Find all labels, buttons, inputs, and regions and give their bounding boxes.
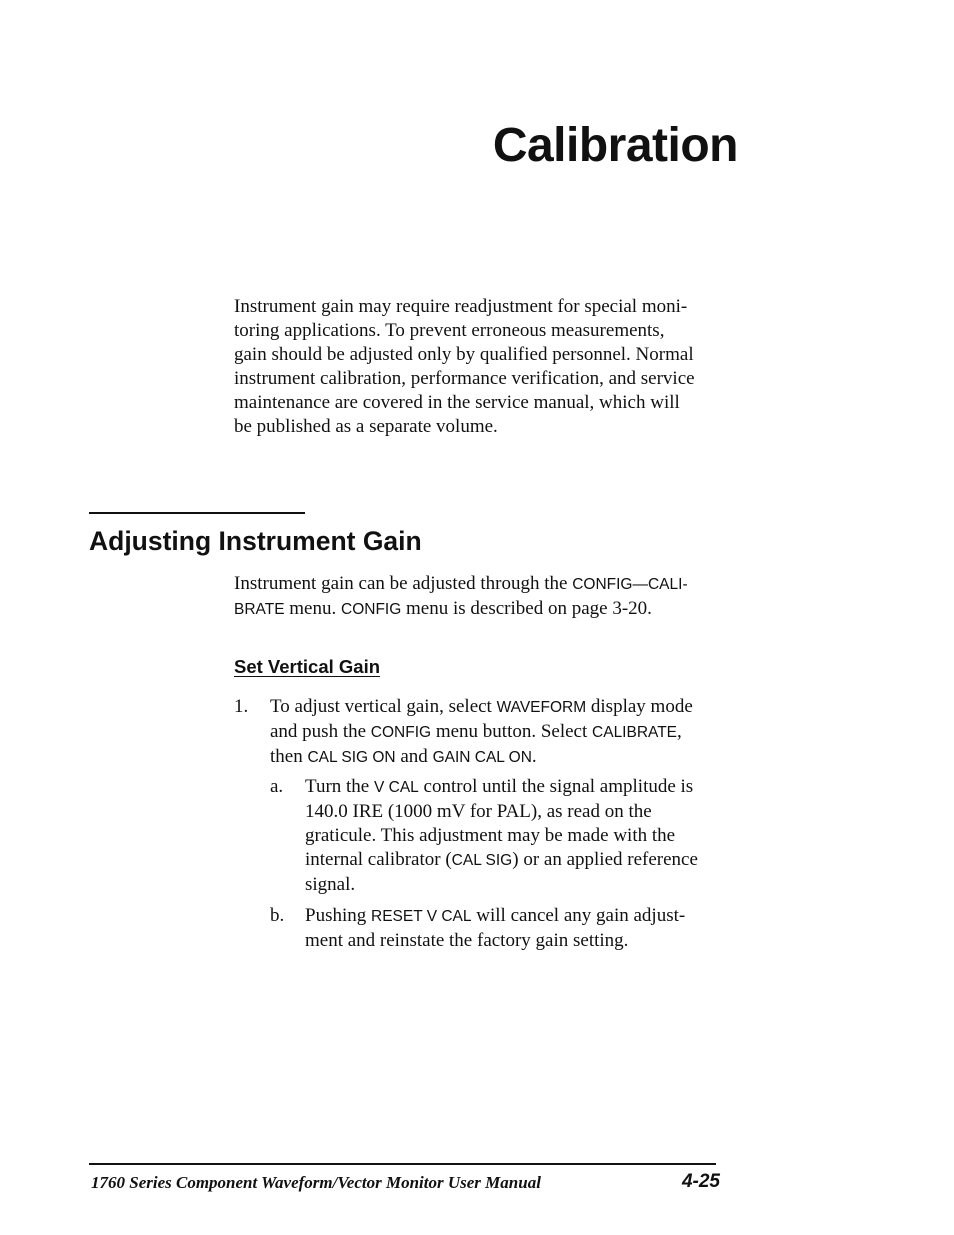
intro-line: maintenance are covered in the service manual, which will (234, 392, 680, 413)
substep-b-text (305, 904, 745, 953)
text: will cancel any gain adjust- (471, 905, 686, 926)
text: ) or an applied reference (512, 849, 698, 870)
section-intro-line (234, 572, 744, 597)
text: Instrument gain can be adjusted through the (234, 573, 573, 594)
footer-rule (89, 1163, 716, 1165)
menu-name: CONFIG (341, 601, 402, 618)
intro-line: be published as a separate volume. (234, 416, 498, 437)
intro-line: toring applications. To prevent erroneous measurements, (234, 320, 665, 341)
text: control until the signal amplitude is (418, 776, 694, 797)
substep-letter: b. (270, 905, 285, 926)
intro-paragraph (234, 295, 744, 439)
subheading: Set Vertical Gain (234, 656, 381, 677)
text: Turn the (305, 776, 374, 797)
step-line (305, 775, 745, 800)
text: and (395, 746, 433, 767)
text: menu button. Select (431, 721, 593, 742)
control-name: RESET V CAL (371, 908, 472, 925)
step-line: graticule. This adjustment may be made with the (305, 825, 676, 846)
menu-path: BRATE (234, 601, 285, 618)
section-intro-line (234, 597, 744, 622)
intro-line: instrument calibration, performance verification, and service (234, 368, 695, 389)
text: then (270, 746, 308, 767)
step-line (270, 720, 740, 745)
text: and push the (270, 721, 371, 742)
footer-manual-title: 1760 Series Component Waveform/Vector Monitor User Manual (91, 1173, 541, 1192)
section-heading: Adjusting Instrument Gain (89, 526, 422, 556)
step-number: 1. (234, 696, 249, 717)
text: To adjust vertical gain, select (270, 696, 497, 717)
text: . (531, 746, 537, 767)
section-rule (89, 512, 305, 514)
button-name: CONFIG (370, 724, 432, 741)
page-number: 4-25 (681, 1171, 720, 1192)
control-name: V CAL (373, 779, 419, 796)
text: , (677, 721, 682, 742)
step-line (305, 904, 745, 929)
step-line: signal. (305, 874, 356, 895)
step-line (305, 848, 745, 873)
text: menu. (284, 598, 341, 619)
text: menu is described on page 3-20. (401, 598, 652, 619)
step-line (270, 695, 740, 720)
intro-line: Instrument gain may require readjustment for special moni- (234, 296, 688, 317)
menu-item-name: GAIN CAL ON (432, 749, 532, 766)
substep-letter: a. (270, 776, 284, 797)
control-name: CAL SIG (451, 852, 513, 869)
intro-line: gain should be adjusted only by qualified personnel. Normal (234, 344, 694, 365)
chapter-title: Calibration (492, 119, 738, 172)
step-line: ment and reinstate the factory gain setting. (305, 930, 629, 951)
menu-item-name: CAL SIG ON (307, 749, 396, 766)
mode-name: WAVEFORM (496, 699, 587, 716)
menu-item-name: CALIBRATE (592, 724, 678, 741)
text: internal calibrator ( (305, 849, 452, 870)
menu-path: CONFIG—CALI- (572, 576, 688, 593)
step-line (270, 745, 740, 770)
step-1-text (270, 695, 740, 770)
substep-a-text (305, 775, 745, 897)
text: display mode (586, 696, 693, 717)
text: Pushing (305, 905, 371, 926)
step-line: 140.0 IRE (1000 mV for PAL), as read on the (305, 801, 652, 822)
section-intro-paragraph (234, 572, 744, 622)
